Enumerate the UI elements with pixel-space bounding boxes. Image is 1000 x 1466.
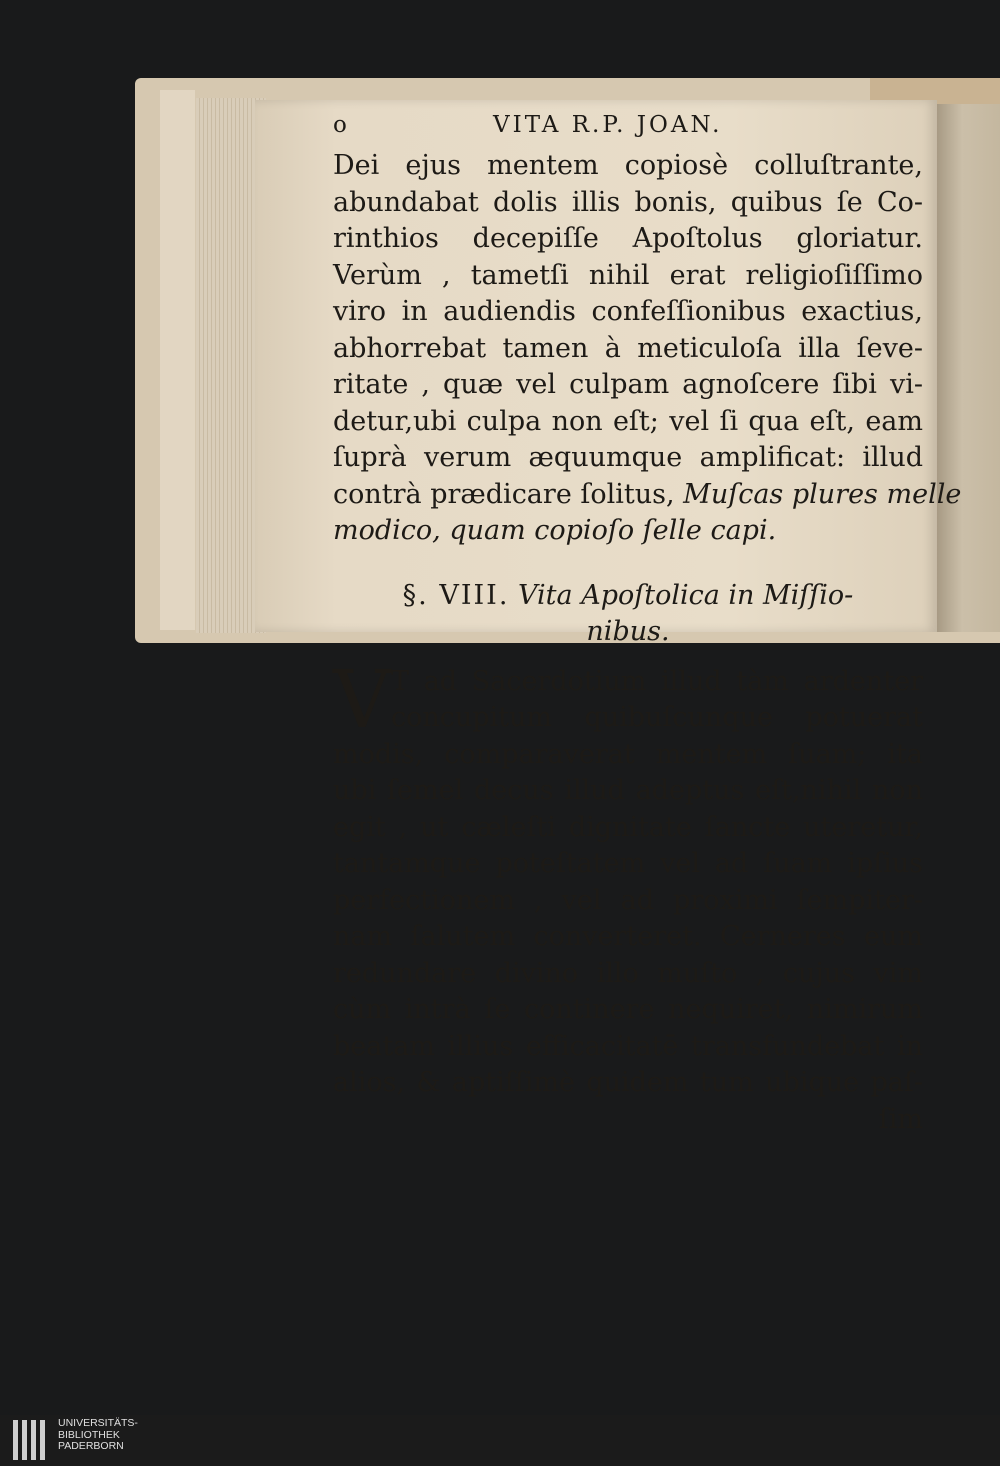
section-number: §. VIII.	[402, 579, 510, 611]
text-line: ritate , quæ vel culpam agnoſcere ſibi vi-	[333, 369, 923, 400]
text-line-roman: contrà prædicare ſolitus,	[333, 478, 675, 510]
library-name-line: PADERBORN	[58, 1440, 124, 1452]
paragraph-1	[333, 148, 962, 550]
text-line	[333, 477, 962, 514]
section-heading	[333, 578, 923, 650]
text-line: concupitum quibuſcunque potuerat	[391, 702, 923, 733]
text-line: modis, comparaverat mentem ſuam; ita	[333, 738, 923, 770]
text-line: perfectionem , vel ad proximi ſempiter-	[333, 884, 923, 916]
text-line: ſuprà verum æquumque amplificat: illud	[333, 442, 923, 473]
text-line: egit , ut cæleſti dignitate ſancte uteretur,	[333, 811, 923, 843]
text-line: Verùm , tametſi nihil erat religioſiſſimo	[333, 259, 923, 291]
text-line: alios, & aptiſſimè quidem tum ubique paſ-	[333, 1067, 923, 1098]
library-logo-icon	[13, 1420, 53, 1460]
text-line: ubi ſemel decus illud adeptus eſt,nihil non	[333, 775, 923, 806]
text-line: rinthios decepiſſe Apoſtolus gloriatur.	[333, 223, 923, 254]
text-line: Dei ejus mentem copiosè colluſtrante,	[333, 150, 923, 181]
page-text	[333, 112, 962, 1138]
text-line: viro in audiendis confeſſionibus exactius,	[333, 296, 923, 327]
library-name-line: UNIVERSITÄTS-	[58, 1417, 138, 1429]
drop-cap: V	[333, 652, 391, 746]
facing-page-edge	[937, 104, 1000, 632]
text-line: nam ſalutem converteret. Cerneres eum	[333, 921, 923, 952]
text-line: beatam illius efficacitatē transfundebat in	[333, 1030, 923, 1062]
text-line: T ad Sacerdotium illud tàm ardenter	[391, 665, 923, 697]
quote-italic-line: modico, quam copioſo ſelle capi.	[333, 515, 777, 546]
library-name	[58, 1418, 138, 1453]
cover-fold	[160, 90, 195, 630]
text-line: abhorrebat tamen à meticuloſa illa ſeve-	[333, 332, 923, 364]
library-name-line: BIBLIOTHEK	[58, 1428, 120, 1441]
paragraph-2	[333, 652, 923, 1102]
footer-bar	[0, 1415, 1000, 1466]
quote-italic: Muſcas plures melle	[683, 478, 962, 510]
text-line: cùm intrà ſe continere nequiret, nimirum	[333, 994, 923, 1025]
section-title-cont: nibus.	[586, 615, 670, 647]
section-title: Vita Apoſtolica in Miſſio-	[518, 579, 854, 611]
page-header	[333, 112, 923, 148]
catchword: ſim	[878, 1103, 923, 1135]
running-title: VITA R.P. JOAN.	[493, 112, 723, 138]
text-line: abundabat dolis illis bonis, quibus ſe Co-	[333, 186, 923, 218]
text-line: detur,ubi culpa non eſt; vel ſi qua eſt, eam	[333, 405, 923, 437]
page-number: o	[333, 112, 350, 138]
text-line: tantamque poteſtatem vel ad ſuam ipſius	[333, 848, 923, 879]
text-line: redundare divino illo muſto , cujus vim	[333, 957, 923, 989]
